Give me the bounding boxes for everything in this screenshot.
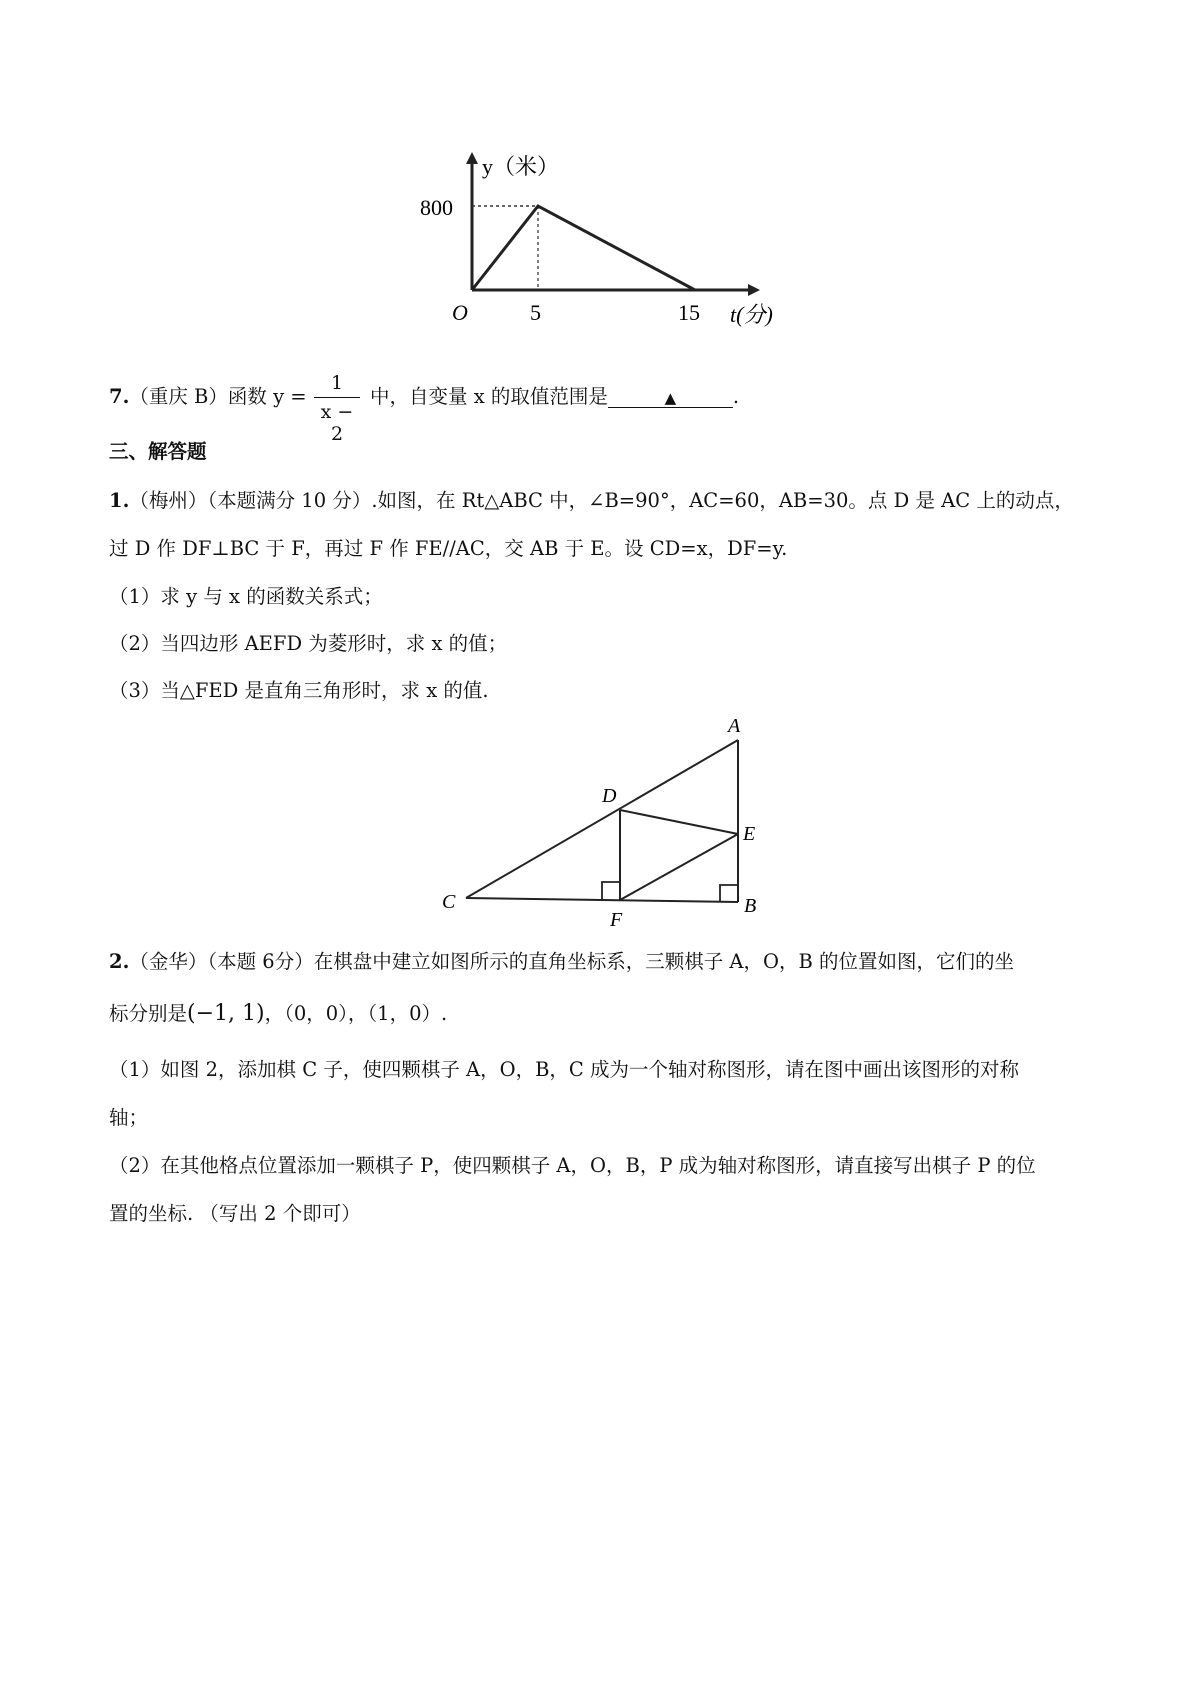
q7-blank-mark: ▲ [664,389,677,407]
p1-line2: 过 D 作 DF⊥BC 于 F，再过 F 作 FE//AC，交 AB 于 E。设 CD=x，DF=y. [109,537,788,560]
label-B: B [744,895,757,917]
p1-number: 1. [109,489,130,512]
label-D: D [602,785,617,807]
p1-line1 [109,489,1074,513]
p2-line2-a: 标分别是 [109,1002,188,1025]
q7-answer-blank[interactable] [608,387,733,408]
q7-line-rest [370,385,739,409]
q7-line [109,385,307,409]
p2-q2-line1: （2）在其他格点位置添加一颗棋子 P，使四颗棋子 A，O，B，P 成为轴对称图形，请直接写出棋子 P 的位 [109,1154,1036,1177]
graph-y-label: y（米） [482,154,560,179]
p2-q1-line1: （1）如图 2，添加棋 C 子，使四颗棋子 A，O，B，C 成为一个轴对称图形，请在图中画出该图形的对称 [109,1058,1020,1081]
p1-q1: （1）求 y 与 x 的函数关系式； [109,585,383,608]
q7-after: 中，自变量 x 的取值范围是 [370,385,608,408]
section-title: 三、解答题 [109,440,207,463]
q7-frac-numerator: 1 [330,372,344,394]
triangle-figure [430,712,770,930]
q7-number: 7. [109,385,130,408]
p2-coord-A: (−1, 1) [187,1001,265,1026]
q7-source: （重庆 B）函数 y = [129,385,307,408]
label-A: A [728,715,741,737]
p1-q3: （3）当△FED 是直角三角形时，求 x 的值. [109,679,489,702]
graph-origin: O [452,300,468,325]
graph-y-tick: 800 [420,195,453,220]
p2-line2 [109,1002,447,1026]
p2-line2-b: ，（0，0），（1，0）. [264,1002,448,1025]
label-F: F [610,909,623,930]
p2-q2-line2: 置的坐标. （写出 2 个即可） [109,1202,361,1225]
q7-frac-bar [314,397,360,398]
p1-text1: （梅州）（本题满分 10 分）.如图，在 Rt△ABC 中，∠B=90°，AC=60，AB=30。点 D 是 AC 上的动点， [129,489,1074,512]
graph-x-tick-5: 5 [530,300,541,325]
graph-x-tick-15: 15 [678,300,700,325]
q7-fraction [312,372,362,445]
p2-q1-line2: 轴； [109,1106,149,1129]
q7-frac-denominator: x − 2 [320,401,354,445]
graph-x-label: t(分) [730,302,773,327]
p2-number: 2. [109,950,130,973]
p1-q2: （2）当四边形 AEFD 为菱形时，求 x 的值； [109,632,508,655]
distance-time-graph [420,150,790,360]
q7-end: . [732,385,740,408]
label-C: C [442,891,456,913]
label-E: E [743,823,756,845]
p2-text1: （金华）（本题 6分）在棋盘中建立如图所示的直角坐标系，三颗棋子 A，O，B 的位置如图，它们的坐 [129,950,1015,973]
p2-line1 [109,950,1014,974]
